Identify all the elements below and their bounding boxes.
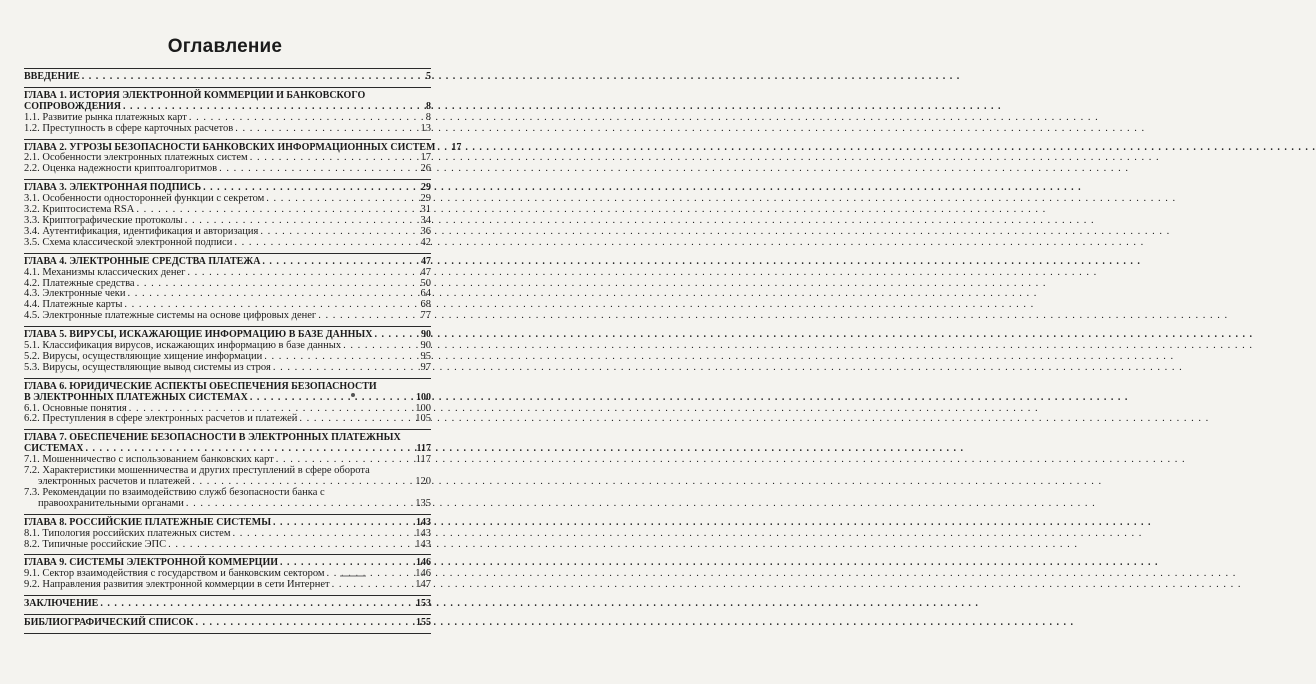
page-number: 90 (420, 340, 431, 352)
chapter-entry[interactable] (24, 393, 431, 404)
page-number: 31 (420, 204, 431, 216)
leader-dots (318, 311, 413, 322)
entry-label: 4.1. Механизмы классических денег (24, 266, 186, 278)
page-number: 50 (420, 277, 431, 289)
chapter-entry[interactable] (24, 618, 431, 629)
page-number: 117 (415, 454, 431, 466)
page-number: 17 (420, 152, 431, 164)
entry-label: В ЭЛЕКТРОННЫХ ПЛАТЕЖНЫХ СИСТЕМАХ (24, 391, 248, 403)
page-number: 146 (416, 557, 431, 569)
page-number: 155 (416, 617, 431, 629)
page-number: 5 (426, 71, 431, 82)
entry-label: 9.1. Сектор взаимодействия с государством и банковским сектором (24, 568, 325, 580)
leader-dots (189, 113, 413, 124)
page-number: 120 (415, 476, 431, 487)
entry-label: 3.2. Криптосистема RSA (24, 204, 135, 216)
entry-label: 8.2. Типичные российские ЭПС (24, 538, 167, 550)
entry-label: 4.2. Платежные средства (24, 277, 135, 289)
leader-dots (332, 580, 413, 591)
page-number: 13 (420, 122, 431, 134)
entry-label: 3.4. Аутентификация, идентификация и авторизация (24, 225, 259, 237)
leader-dots (100, 599, 413, 610)
entry-label: БИБЛИОГРАФИЧЕСКИЙ СПИСОК (24, 617, 194, 629)
entry-label: 6.1. Основные понятия (24, 402, 127, 414)
entry-label: 6.2. Преступления в сфере электронных расчетов и платежей (24, 413, 298, 425)
entry-label: 4.5. Электронные платежные системы на основе цифровых денег (24, 310, 317, 322)
entry-label: ВВЕДЕНИЕ (24, 71, 80, 82)
entry-label: ГЛАВА 2. УГРОЗЫ БЕЗОПАСНОСТИ БАНКОВСКИХ ИНФОРМАЦИОННЫХ СИСТЕМ (24, 141, 436, 153)
chapter-entry[interactable] (24, 72, 431, 83)
page-number: 97 (420, 361, 431, 373)
leader-dots (299, 414, 413, 425)
entry-label: ГЛАВА 7. ОБЕСПЕЧЕНИЕ БЕЗОПАСНОСТИ В ЭЛЕКТРОННЫХ ПЛАТЕЖНЫХ (24, 432, 401, 444)
toc-block (24, 429, 431, 513)
toc-block (24, 87, 431, 139)
page-number: 95 (420, 350, 431, 362)
section-entry[interactable] (24, 529, 431, 540)
page-title: Оглавление (167, 36, 283, 57)
table-of-contents (24, 68, 462, 634)
page-number: 147 (415, 579, 431, 591)
print-speck (351, 393, 355, 397)
leader-dots (273, 363, 413, 374)
entry-label: 3.3. Криптографические протоколы (24, 214, 183, 226)
leader-dots (234, 238, 413, 249)
chapter-entry[interactable] (24, 257, 431, 268)
page-number: 17 (451, 141, 462, 153)
page-number: 143 (415, 538, 431, 550)
toc-block (24, 614, 431, 634)
leader-dots (187, 268, 413, 279)
entry-label: 3.5. Схема классической электронной подписи (24, 236, 233, 248)
leader-dots (235, 124, 413, 135)
section-entry[interactable] (24, 311, 431, 322)
section-entry[interactable] (24, 499, 431, 510)
page-number: 143 (415, 527, 431, 539)
section-entry[interactable] (24, 238, 431, 249)
section-entry[interactable] (24, 414, 431, 425)
page-number: 34 (420, 214, 431, 226)
entry-label: 7.3. Рекомендации по взаимодействию служб безопасности банка с (24, 486, 325, 498)
page-number: 100 (416, 391, 431, 403)
page-number: 26 (420, 163, 431, 175)
entry-label: СОПРОВОЖДЕНИЯ (24, 100, 122, 112)
entry-label: 5.1. Классификация вирусов, искажающих информацию в базе данных (24, 340, 342, 352)
entry-label: электронных расчетов и платежей (38, 476, 191, 487)
entry-label: ГЛАВА 6. ЮРИДИЧЕСКИЕ АСПЕКТЫ ОБЕСПЕЧЕНИЯ БЕЗОПАСНОСТИ (24, 380, 377, 392)
toc-block (24, 179, 431, 252)
page-number: 105 (415, 413, 431, 425)
leader-dots (232, 529, 413, 540)
leader-dots (262, 257, 413, 268)
chapter-entry[interactable] (24, 599, 431, 610)
leader-dots (250, 393, 413, 404)
page-number: 42 (420, 236, 431, 248)
page-number: 153 (416, 598, 431, 610)
toc-block (24, 514, 431, 555)
entry-label: ГЛАВА 5. ВИРУСЫ, ИСКАЖАЮЩИЕ ИНФОРМАЦИЮ В БАЗЕ ДАННЫХ (24, 329, 373, 341)
toc-block (24, 253, 431, 326)
entry-label: 5.2. Вирусы, осуществляющие хищение информации (24, 350, 263, 362)
leader-dots (219, 164, 413, 175)
entry-label: ГЛАВА 9. СИСТЕМЫ ЭЛЕКТРОННОЙ КОММЕРЦИИ (24, 557, 279, 569)
entry-label: 8.1. Типология российских платежных систем (24, 527, 231, 539)
section-entry[interactable] (24, 363, 431, 374)
entry-label: 4.4. Платежные карты (24, 299, 123, 311)
page-number: 77 (420, 310, 431, 322)
entry-label: 2.1. Особенности электронных платежных систем (24, 152, 248, 164)
page-number: 64 (420, 288, 431, 300)
entry-label: 4.3. Электронные чеки (24, 288, 126, 300)
section-entry[interactable] (24, 113, 431, 124)
entry-label: ГЛАВА 8. РОССИЙСКИЕ ПЛАТЕЖНЫЕ СИСТЕМЫ (24, 516, 272, 528)
entry-label: 3.1. Особенности односторонней функции с секретом (24, 193, 265, 205)
section-entry[interactable] (24, 124, 431, 135)
page-number: 47 (420, 266, 431, 278)
toc-block (24, 139, 462, 180)
page-number: 68 (420, 299, 431, 311)
entry-label: 1.2. Преступность в сфере карточных расчетов (24, 122, 234, 134)
entry-label: ГЛАВА 3. ЭЛЕКТРОННАЯ ПОДПИСЬ (24, 182, 202, 194)
entry-label: 1.1. Развитие рынка платежных карт (24, 111, 187, 123)
leader-dots (186, 499, 413, 510)
page-number: 146 (415, 568, 431, 580)
page-number: 117 (416, 443, 431, 455)
page-number: 143 (416, 516, 431, 528)
chapter-entry[interactable] (24, 518, 431, 529)
entry-label: СИСТЕМАХ (24, 443, 84, 455)
leader-dots (82, 72, 413, 83)
toc-block (24, 595, 431, 614)
section-entry[interactable] (24, 540, 431, 551)
page-number: 47 (421, 255, 431, 267)
toc-block (24, 326, 431, 378)
section-entry[interactable] (24, 164, 431, 175)
entry-label: 5.3. Вирусы, осуществляющие вывод системы из строя (24, 361, 271, 373)
section-entry[interactable] (24, 268, 431, 279)
leader-dots (273, 518, 413, 529)
entry-label: 7.1. Мошенничество с использованием банковских карт (24, 454, 274, 466)
entry-label: ЗАКЛЮЧЕНИЕ (24, 598, 99, 610)
toc-block (24, 554, 431, 595)
entry-label: ГЛАВА 1. ИСТОРИЯ ЭЛЕКТРОННОЙ КОММЕРЦИИ И БАНКОВСКОГО (24, 89, 366, 101)
page-number: 29 (420, 193, 431, 205)
page-number: 135 (415, 497, 431, 509)
page-number: 8 (425, 111, 431, 123)
entry-label: 7.2. Характеристики мошенничества и других преступлений в сфере оборота (24, 465, 370, 477)
page-number: 36 (420, 225, 431, 237)
print-smudge (340, 575, 366, 577)
entry-label: 9.2. Направления развития электронной коммерции в сети Интернет (24, 579, 330, 591)
page-number: 29 (421, 182, 431, 194)
leader-dots (195, 618, 413, 629)
page-number: 100 (415, 402, 431, 414)
page-number: 90 (421, 329, 431, 341)
leader-dots (168, 540, 413, 551)
toc-block (24, 68, 431, 87)
section-entry[interactable] (24, 580, 431, 591)
page-number: 8 (426, 100, 431, 112)
toc-block (24, 378, 431, 430)
entry-label: 2.2. Оценка надежности криптоалгоритмов (24, 163, 218, 175)
entry-label: ГЛАВА 4. ЭЛЕКТРОННЫЕ СРЕДСТВА ПЛАТЕЖА (24, 255, 261, 267)
entry-label: правоохранительными органами (38, 497, 184, 509)
